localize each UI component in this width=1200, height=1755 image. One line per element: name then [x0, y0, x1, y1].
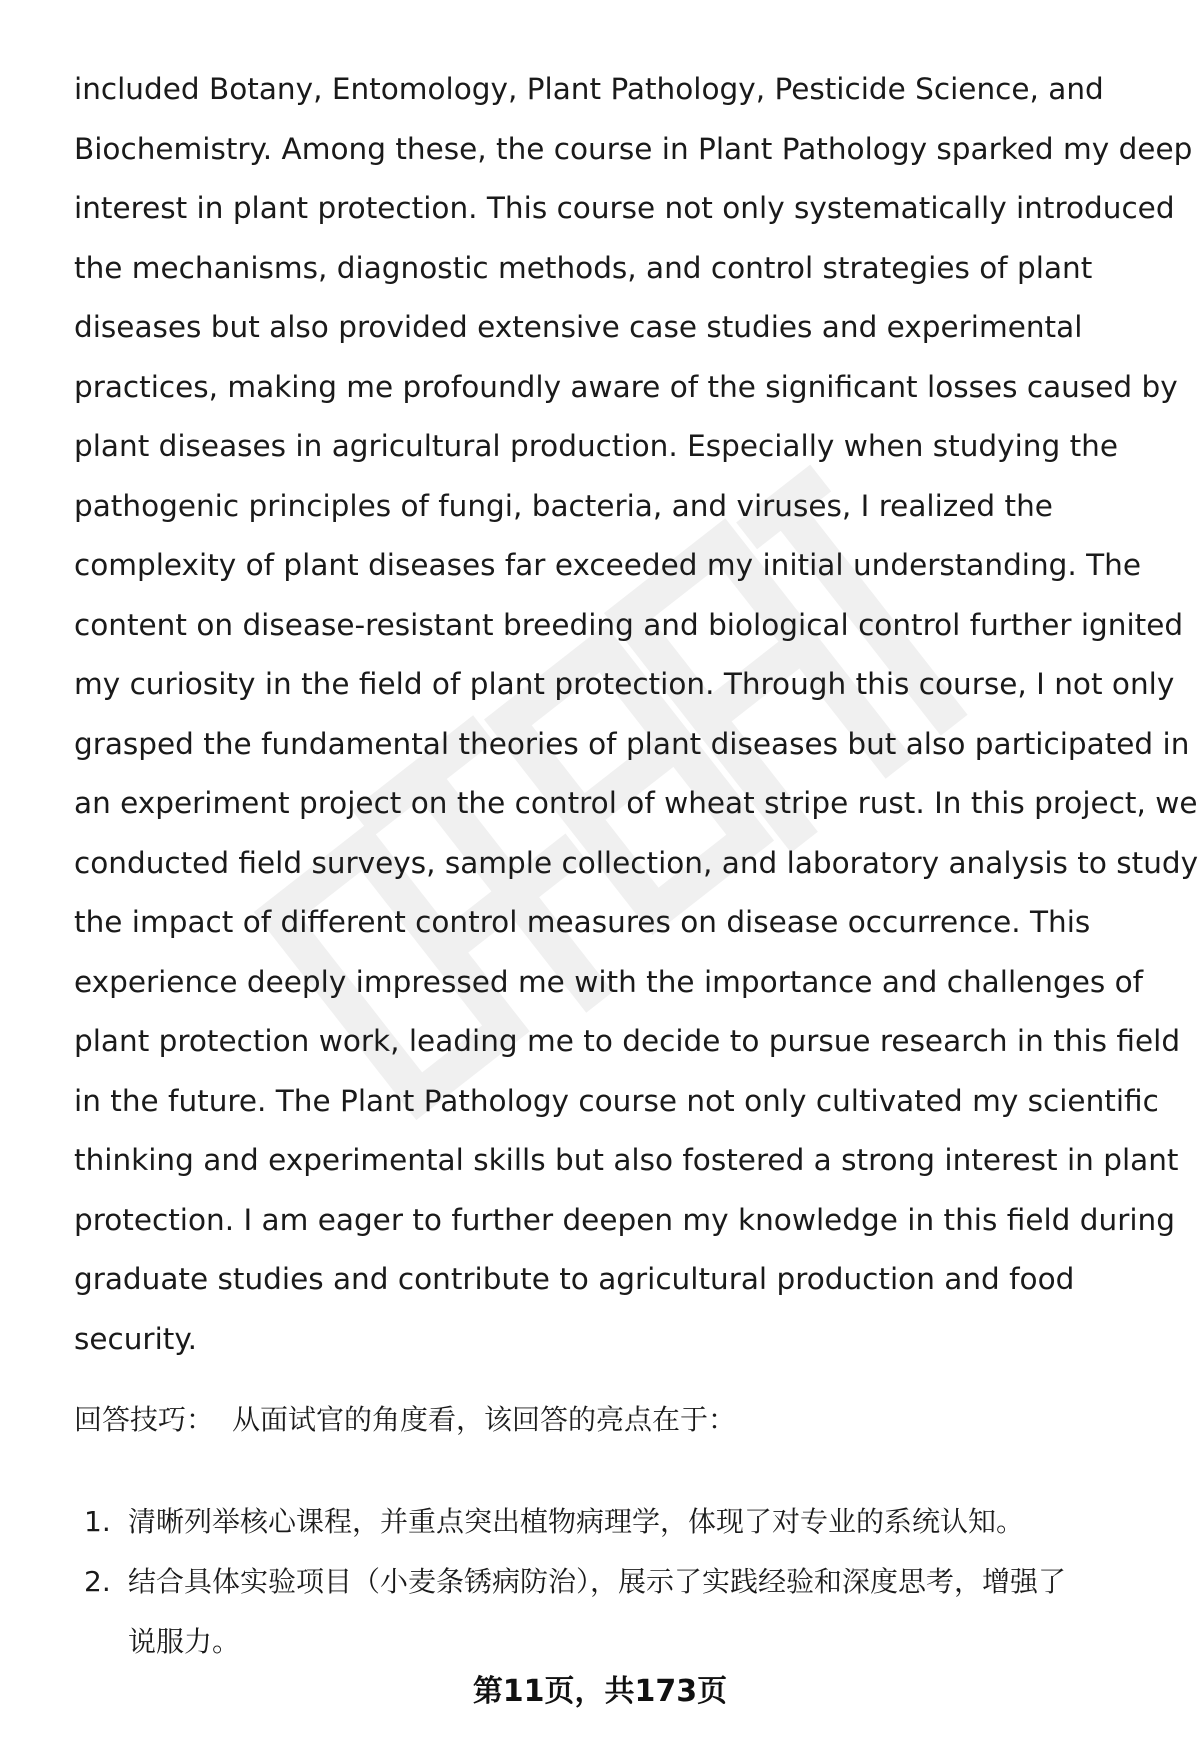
essay-line: in the future. The Plant Pathology course not only cultivated my scientific: [74, 1083, 1159, 1118]
essay-line: security.: [74, 1321, 197, 1356]
essay-line: complexity of plant diseases far exceeded my initial understanding. The: [74, 548, 1142, 582]
list-item-line: 清晰列举核心课程，并重点突出植物病理学，体现了对专业的系统认知。: [128, 1505, 1025, 1538]
page-number-footer: 第11页，共173页: [472, 1674, 728, 1709]
list-item-number: 1.: [84, 1505, 111, 1538]
essay-line: thinking and experimental skills but also fostered a strong interest in plant: [74, 1143, 1179, 1177]
list-item-line: 说服力。: [128, 1625, 241, 1658]
tips-list: [74, 1492, 1164, 1672]
essay-line: pathogenic principles of fungi, bacteria, and viruses, I realized the: [74, 488, 1053, 523]
tips-heading: [74, 1400, 736, 1440]
list-item: [74, 1552, 1164, 1672]
essay-line: my curiosity in the field of plant protection. Through this course, I not only: [74, 667, 1175, 701]
essay-line: an experiment project on the control of wheat stripe rust. In this project, we: [74, 786, 1198, 820]
tips-intro: 从面试官的角度看，该回答的亮点在于：: [232, 1403, 737, 1436]
essay-line: content on disease-resistant breeding and biological control further ignited: [74, 607, 1184, 642]
tips-label: 回答技巧：: [74, 1403, 215, 1436]
essay-line: the mechanisms, diagnostic methods, and control strategies of plant: [74, 250, 1093, 285]
essay-line: interest in plant protection. This course not only systematically introduced: [74, 191, 1175, 225]
list-item-text: [128, 1552, 1164, 1672]
essay-line: the impact of different control measures on disease occurrence. This: [74, 905, 1091, 939]
essay-line: grasped the fundamental theories of plant diseases but also participated in: [74, 726, 1190, 761]
list-item: [74, 1492, 1164, 1552]
essay-line: diseases but also provided extensive case studies and experimental: [74, 310, 1083, 344]
essay-line: experience deeply impressed me with the importance and challenges of: [74, 964, 1144, 999]
list-item-text: [128, 1492, 1164, 1552]
essay-line: plant protection work, leading me to decide to pursue research in this field: [74, 1024, 1181, 1058]
list-item-line: 结合具体实验项目（小麦条锈病防治），展示了实践经验和深度思考，增强了: [128, 1565, 1067, 1598]
essay-line: graduate studies and contribute to agricultural production and food: [74, 1262, 1075, 1296]
essay-line: Biochemistry. Among these, the course in Plant Pathology sparked my deep: [74, 131, 1193, 166]
essay-line: practices, making me profoundly aware of the significant losses caused by: [74, 369, 1178, 404]
essay-line: plant diseases in agricultural production. Especially when studying the: [74, 429, 1119, 463]
essay-body: [74, 60, 1199, 1369]
essay-line: conducted field surveys, sample collection, and laboratory analysis to study: [74, 845, 1199, 880]
essay-line: protection. I am eager to further deepen my knowledge in this field during: [74, 1202, 1175, 1237]
list-item-number: 2.: [84, 1565, 111, 1598]
essay-line: included Botany, Entomology, Plant Pathology, Pesticide Science, and: [74, 72, 1104, 106]
